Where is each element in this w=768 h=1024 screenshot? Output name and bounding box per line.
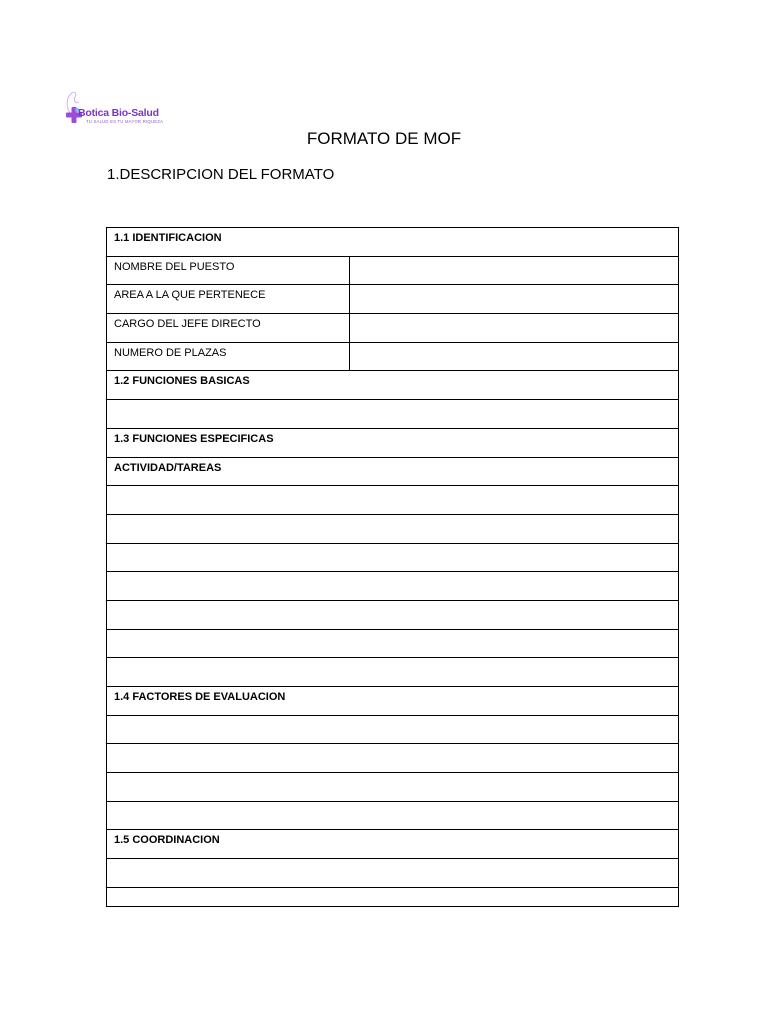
actividad-row <box>107 600 679 629</box>
funciones-basicas-row <box>107 400 679 429</box>
mof-form-table <box>106 227 679 907</box>
logo-name: Botica Bio-Salud <box>78 107 159 119</box>
actividad-entry[interactable] <box>107 658 679 687</box>
actividad-row <box>107 543 679 572</box>
section-heading: 1.DESCRIPCION DEL FORMATO <box>107 166 335 183</box>
field-row-cargo-jefe <box>107 314 679 343</box>
coordinacion-row <box>107 859 679 888</box>
document-title: FORMATO DE MOF <box>306 129 462 148</box>
actividad-row <box>107 486 679 515</box>
actividad-header: ACTIVIDAD/TAREAS <box>107 457 679 486</box>
factores-header: 1.4 FACTORES DE EVALUACION <box>107 687 679 716</box>
factores-row <box>107 744 679 773</box>
actividad-entry[interactable] <box>107 600 679 629</box>
coordinacion-header: 1.5 COORDINACION <box>107 830 679 859</box>
coordinacion-entry[interactable] <box>107 859 679 888</box>
field-label-area: AREA A LA QUE PERTENECE <box>107 285 350 314</box>
actividad-row <box>107 629 679 658</box>
factores-entry[interactable] <box>107 773 679 802</box>
actividad-row <box>107 658 679 687</box>
factores-entry[interactable] <box>107 801 679 830</box>
field-row-numero-plazas <box>107 342 679 371</box>
actividad-row <box>107 514 679 543</box>
factores-header-row <box>107 687 679 716</box>
actividad-entry[interactable] <box>107 572 679 601</box>
identificacion-header-row <box>107 228 679 257</box>
actividad-entry[interactable] <box>107 629 679 658</box>
funciones-especificas-header: 1.3 FUNCIONES ESPECIFICAS <box>107 428 679 457</box>
factores-entry[interactable] <box>107 715 679 744</box>
actividad-row <box>107 572 679 601</box>
coordinacion-row <box>107 887 679 906</box>
coordinacion-header-row <box>107 830 679 859</box>
field-value-area[interactable] <box>350 285 679 314</box>
field-label-cargo-jefe: CARGO DEL JEFE DIRECTO <box>107 314 350 343</box>
actividad-header-row <box>107 457 679 486</box>
funciones-basicas-header-row <box>107 371 679 400</box>
factores-row <box>107 801 679 830</box>
coordinacion-entry[interactable] <box>107 887 679 906</box>
field-row-area <box>107 285 679 314</box>
actividad-entry[interactable] <box>107 514 679 543</box>
field-value-nombre-del-puesto[interactable] <box>350 256 679 285</box>
field-row-nombre-del-puesto <box>107 256 679 285</box>
field-value-numero-plazas[interactable] <box>350 342 679 371</box>
actividad-entry[interactable] <box>107 543 679 572</box>
logo-tagline: TU SALUD ES TU MAYOR RIQUEZA <box>86 119 164 124</box>
funciones-especificas-header-row <box>107 428 679 457</box>
factores-row <box>107 715 679 744</box>
factores-row <box>107 773 679 802</box>
company-logo <box>62 88 180 128</box>
funciones-basicas-value[interactable] <box>107 400 679 429</box>
factores-entry[interactable] <box>107 744 679 773</box>
funciones-basicas-header: 1.2 FUNCIONES BASICAS <box>107 371 679 400</box>
actividad-entry[interactable] <box>107 486 679 515</box>
field-label-nombre-del-puesto: NOMBRE DEL PUESTO <box>107 256 350 285</box>
field-label-numero-plazas: NUMERO DE PLAZAS <box>107 342 350 371</box>
field-value-cargo-jefe[interactable] <box>350 314 679 343</box>
identificacion-header: 1.1 IDENTIFICACION <box>107 228 679 257</box>
